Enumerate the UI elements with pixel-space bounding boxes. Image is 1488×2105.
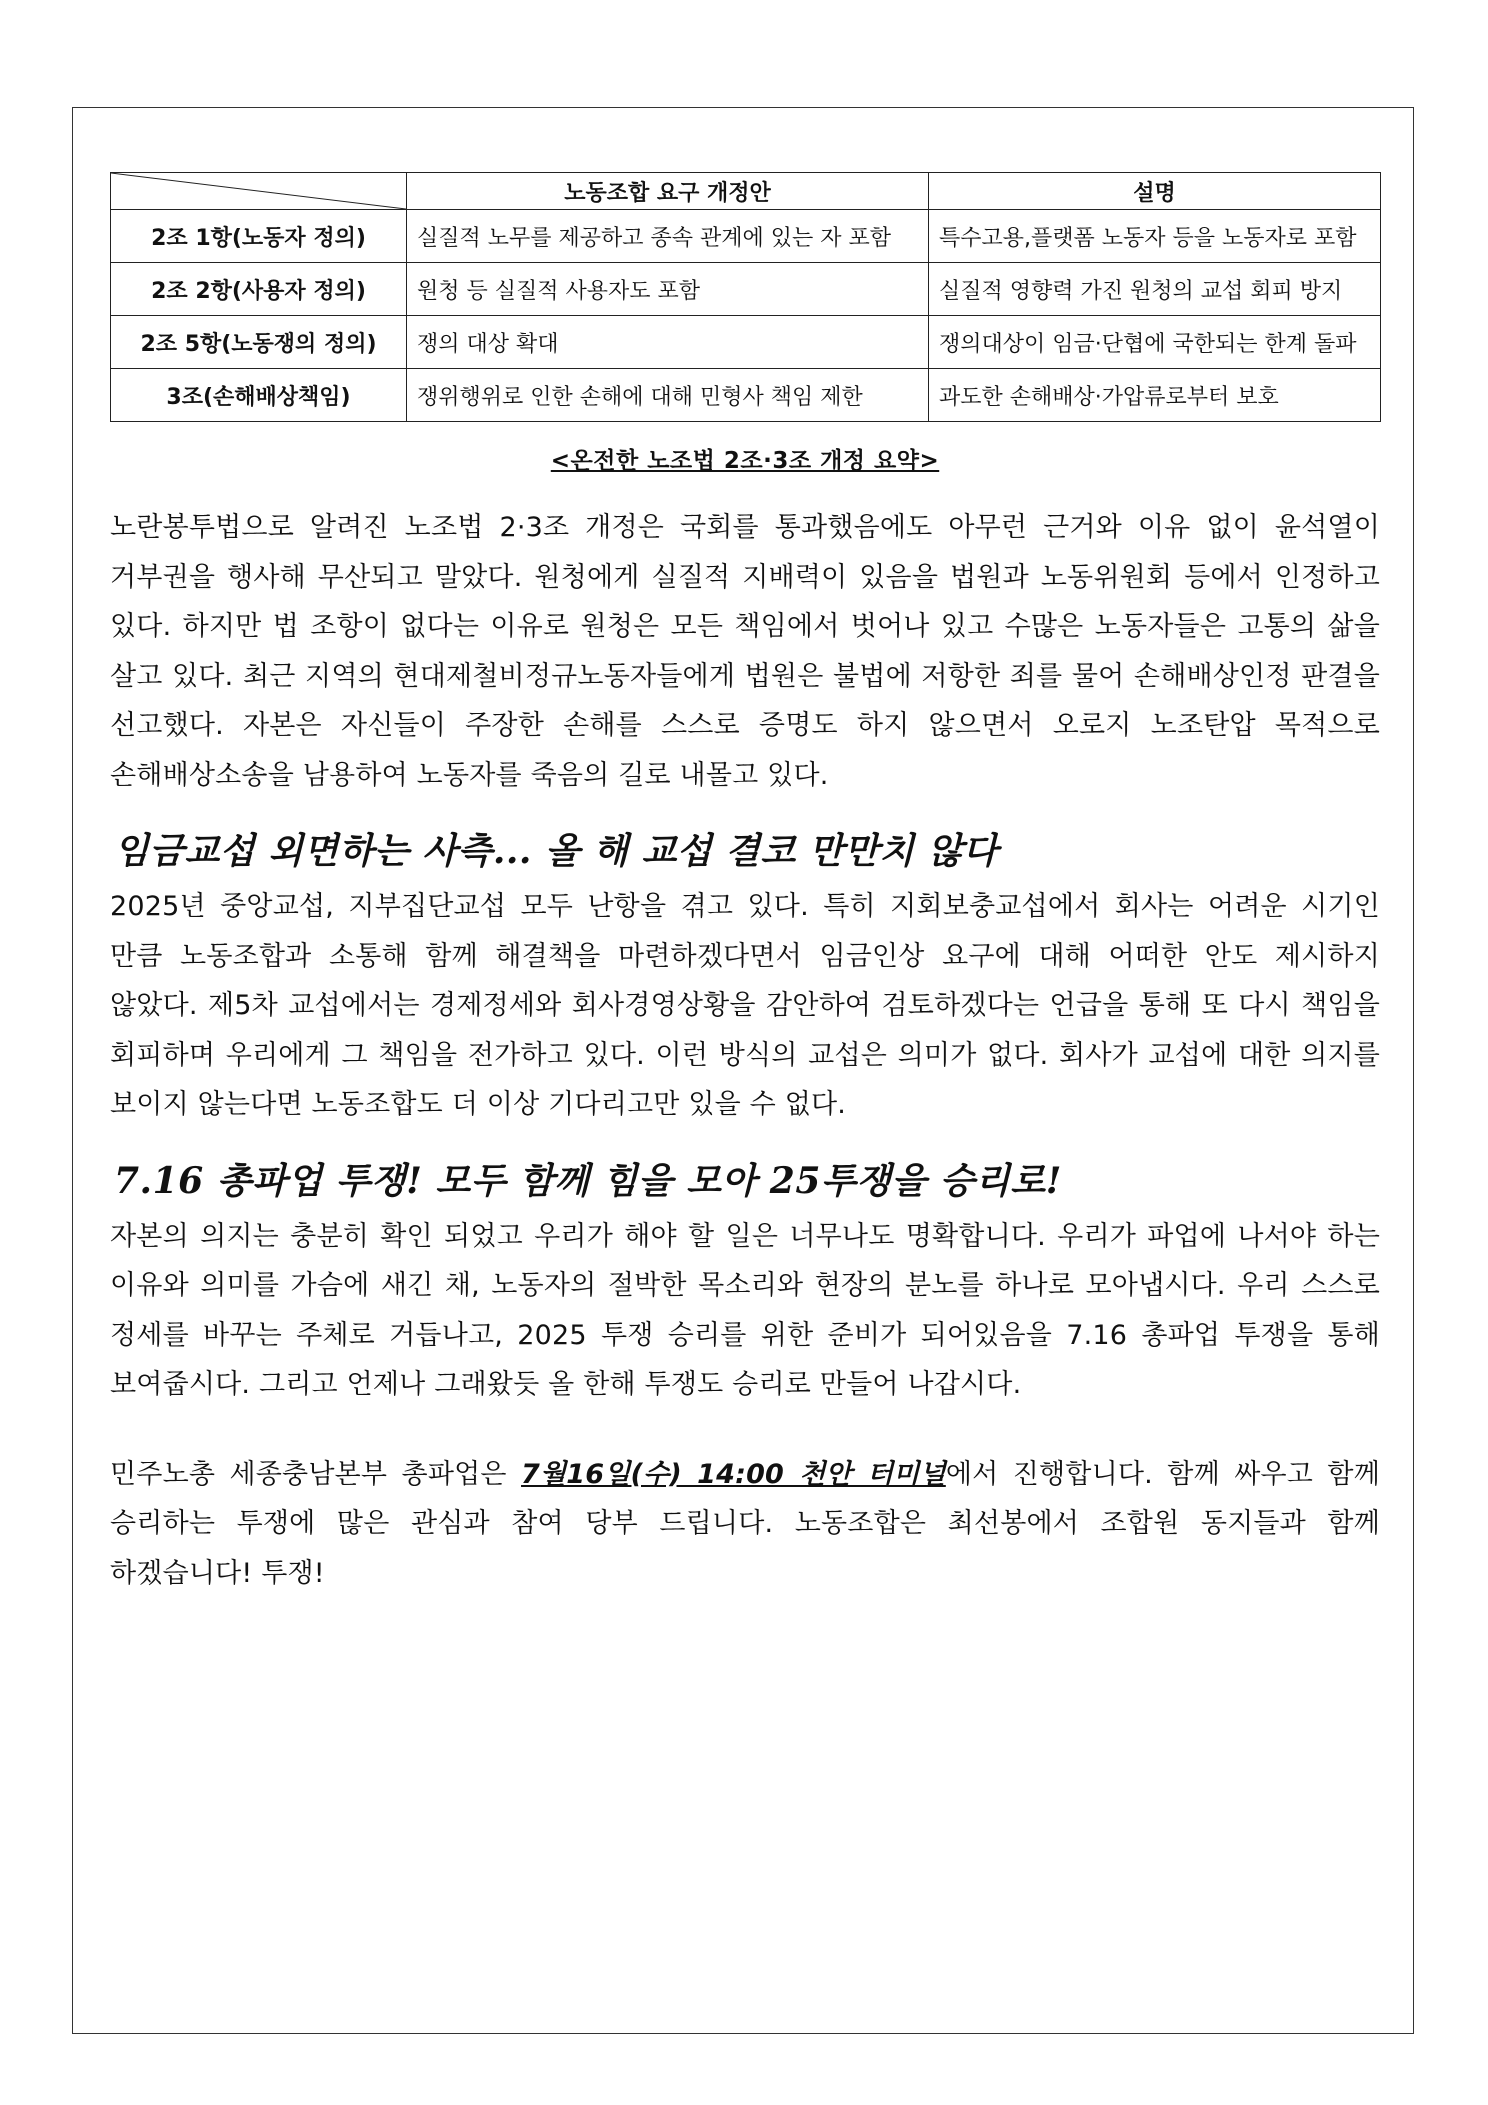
closing-text-before: 민주노총 세종충남본부 총파업은 bbox=[110, 1458, 522, 1490]
section-heading-general-strike: 7.16 총파업 투쟁! 모두 함께 힘을 모아 25투쟁을 승리로! bbox=[114, 1159, 1062, 1202]
row-description: 실질적 영향력 가진 원청의 교섭 회피 방지 bbox=[929, 263, 1381, 316]
diagonal-corner-cell bbox=[111, 173, 407, 210]
table-row bbox=[111, 263, 1381, 316]
closing-text-after: 에서 진행합니다. 함께 싸우고 함께 승리하는 투쟁에 많은 관심과 참여 당부 드립니다. 노동조합은 최선봉에서 조합원 동지들과 함께 하겠습니다! 투쟁! bbox=[110, 1458, 1380, 1589]
row-description: 과도한 손해배상·가압류로부터 보호 bbox=[929, 369, 1381, 422]
row-article: 2조 1항(노동자 정의) bbox=[111, 210, 407, 263]
row-description: 쟁의대상이 임금·단협에 국한되는 한계 돌파 bbox=[929, 316, 1381, 369]
section-body-general-strike: 자본의 의지는 충분히 확인 되었고 우리가 해야 할 일은 너무나도 명확합니다. 우리가 파업에 나서야 하는 이유와 의미를 가슴에 새긴 채, 노동자의 절박한 목소리와 현장의 분노를 하나로 모아냅시다. 우리 스스로 정세를 바꾸는 주체로 거듭나고, 2025 투쟁 승리를 위한 준비가 되어있음을 7.16 총파업 투쟁을 통해 보여줍시다. 그리고 언제나 그래왔듯 올 한해 투쟁도 승리로 만들어 나갑시다. bbox=[110, 1220, 1380, 1400]
row-proposal: 쟁위행위로 인한 손해에 대해 민형사 책임 제한 bbox=[407, 369, 929, 422]
header-proposal: 노동조합 요구 개정안 bbox=[407, 173, 929, 210]
table-caption: <온전한 노조법 2조·3조 개정 요약> bbox=[550, 448, 940, 474]
row-article: 3조(손해배상책임) bbox=[111, 369, 407, 422]
section-body-wage-negotiation: 2025년 중앙교섭, 지부집단교섭 모두 난항을 겪고 있다. 특히 지회보충교섭에서 회사는 어려운 시기인 만큼 노동조합과 소통해 함께 해결책을 마련하겠다면서 임금인상 요구에 대해 어떠한 안도 제시하지 않았다. 제5차 교섭에서는 경제정세와 회사경영상황을 감안하여 검토하겠다는 언급을 통해 또 다시 책임을 회피하며 우리에게 그 책임을 전가하고 있다. 이런 방식의 교섭은 의미가 없다. 회사가 교섭에 대한 의지를 보이지 않는다면 노동조합도 더 이상 기다리고만 있을 수 없다. bbox=[110, 891, 1380, 1120]
row-proposal: 쟁의 대상 확대 bbox=[407, 316, 929, 369]
strike-date-location: 7월16일(수) 14:00 천안 터미널 bbox=[521, 1458, 946, 1490]
row-article: 2조 2항(사용자 정의) bbox=[111, 263, 407, 316]
header-description: 설명 bbox=[929, 173, 1381, 210]
table-row bbox=[111, 316, 1381, 369]
table-row bbox=[111, 369, 1381, 422]
section-heading-wage-negotiation: 임금교섭 외면하는 사측... 올 해 교섭 결코 만만치 않다 bbox=[114, 830, 999, 872]
table-header-row bbox=[111, 173, 1381, 210]
intro-paragraph: 노란봉투법으로 알려진 노조법 2·3조 개정은 국회를 통과했음에도 아무런 근거와 이유 없이 윤석열이 거부권을 행사해 무산되고 말았다. 원청에게 실질적 지배력이 있음을 법원과 노동위원회 등에서 인정하고 있다. 하지만 법 조항이 없다는 이유로 원청은 모든 책임에서 벗어나 있고 수많은 노동자들은 고통의 삶을 살고 있다. 최근 지역의 현대제철비정규노동자들에게 법원은 불법에 저항한 죄를 물어 손해배상인정 판결을 선고했다. 자본은 자신들이 주장한 손해를 스스로 증명도 하지 않으면서 오로지 노조탄압 목적으로 손해배상소송을 남용하여 노동자를 죽음의 길로 내몰고 있다. bbox=[110, 512, 1380, 791]
row-proposal: 원청 등 실질적 사용자도 포함 bbox=[407, 263, 929, 316]
row-article: 2조 5항(노동쟁의 정의) bbox=[111, 316, 407, 369]
amendment-summary-table bbox=[110, 172, 1381, 422]
row-proposal: 실질적 노무를 제공하고 종속 관계에 있는 자 포함 bbox=[407, 210, 929, 263]
diagonal-line bbox=[111, 173, 406, 209]
closing-paragraph bbox=[110, 1450, 1380, 1599]
document-content bbox=[110, 172, 1380, 1598]
table-row bbox=[111, 210, 1381, 263]
row-description: 특수고용,플랫폼 노동자 등을 노동자로 포함 bbox=[929, 210, 1381, 263]
